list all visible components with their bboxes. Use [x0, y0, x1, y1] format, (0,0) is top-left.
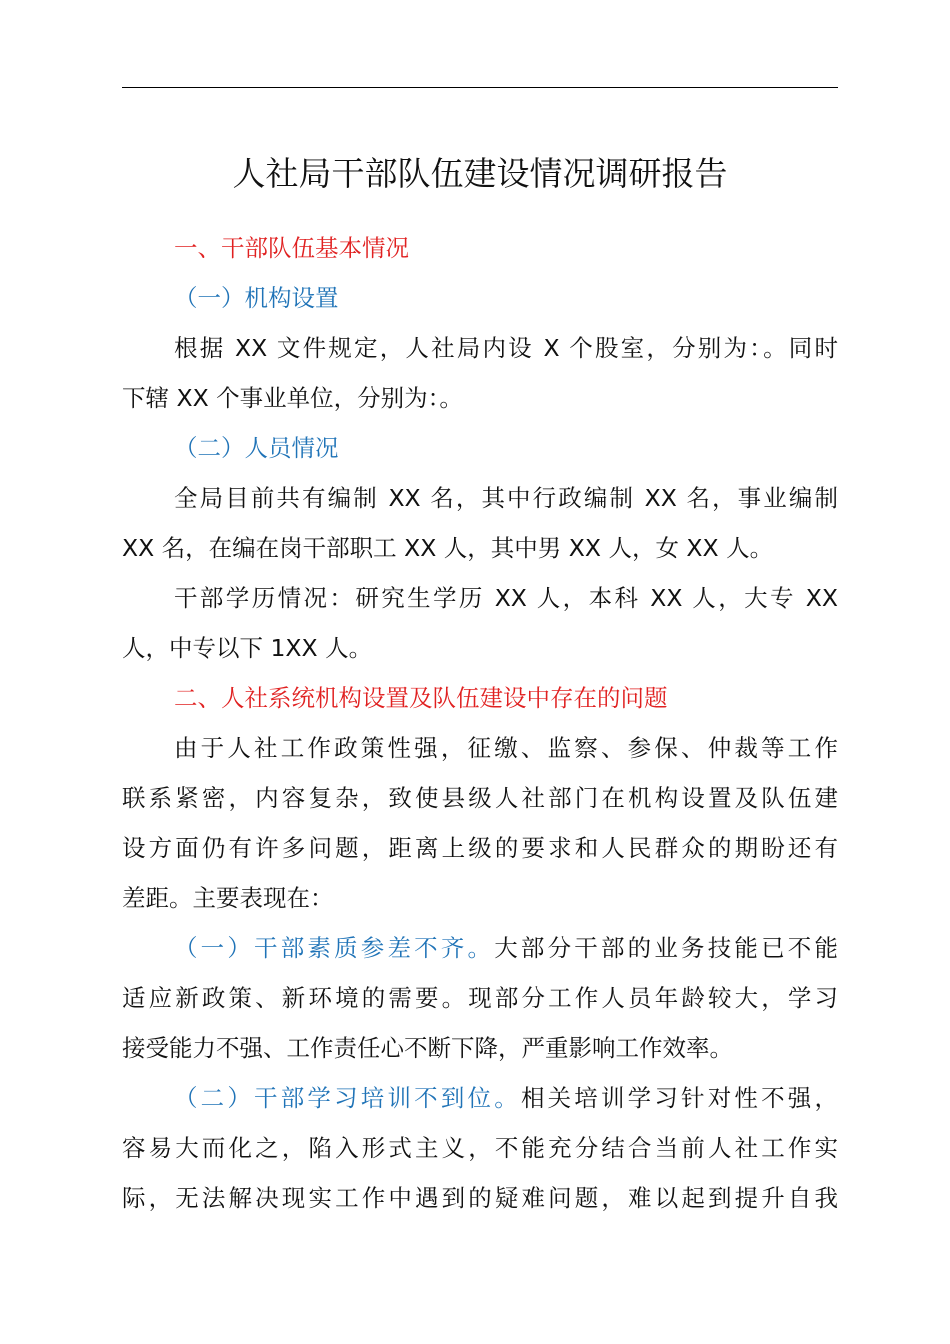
paragraph-line: 下辖 XX 个事业单位，分别为：。: [122, 384, 463, 412]
point-2-first-line: [122, 1073, 838, 1123]
paragraph-line: 际，无法解决现实工作中遇到的疑难问题，难以起到提升自我: [122, 1184, 838, 1212]
paragraph-line: 差距。主要表现在：: [122, 884, 334, 912]
paragraph-line: 设方面仍有许多问题，距离上级的要求和人民群众的期盼还有: [122, 834, 838, 862]
paragraph-line: 适应新政策、新环境的需要。现部分工作人员年龄较大，学习: [122, 984, 838, 1012]
subsection-1-1-heading: （一）机构设置: [174, 284, 339, 312]
paragraph-line: 容易大而化之，陷入形式主义，不能充分结合当前人社工作实: [122, 1134, 838, 1162]
paragraph-line: 由于人社工作政策性强，征缴、监察、参保、仲裁等工作: [174, 734, 838, 762]
point-2-text: 相关培训学习针对性不强，: [520, 1084, 838, 1112]
paragraph-line: 全局目前共有编制 XX 名，其中行政编制 XX 名，事业编制: [174, 484, 838, 512]
paragraph-line: XX 名，在编在岗干部职工 XX 人，其中男 XX 人，女 XX 人。: [122, 534, 774, 562]
paragraph-line: 人，中专以下 1XX 人。: [122, 634, 373, 662]
section-1-heading: 一、干部队伍基本情况: [174, 234, 409, 262]
paragraph-line: 根据 XX 文件规定，人社局内设 X 个股室，分别为：。同时: [174, 334, 838, 362]
paragraph-line: 干部学历情况：研究生学历 XX 人，本科 XX 人，大专 XX: [174, 584, 838, 612]
paragraph-line: 接受能力不强、工作责任心不断下降，严重影响工作效率。: [122, 1034, 733, 1062]
subsection-1-2-heading: （二）人员情况: [174, 434, 339, 462]
paragraph-line: 联系紧密，内容复杂，致使县级人社部门在机构设置及队伍建: [122, 784, 838, 812]
document-title: 人社局干部队伍建设情况调研报告: [232, 154, 728, 193]
header-rule: [122, 87, 838, 88]
point-2-heading: （二）干部学习培训不到位。: [174, 1084, 521, 1112]
document-body: [122, 223, 838, 1223]
point-1-text: 大部分干部的业务技能已不能: [494, 934, 838, 962]
point-1-first-line: [122, 923, 838, 973]
section-2-heading: 二、人社系统机构设置及队伍建设中存在的问题: [174, 684, 668, 712]
point-1-heading: （一）干部素质参差不齐。: [174, 934, 495, 962]
